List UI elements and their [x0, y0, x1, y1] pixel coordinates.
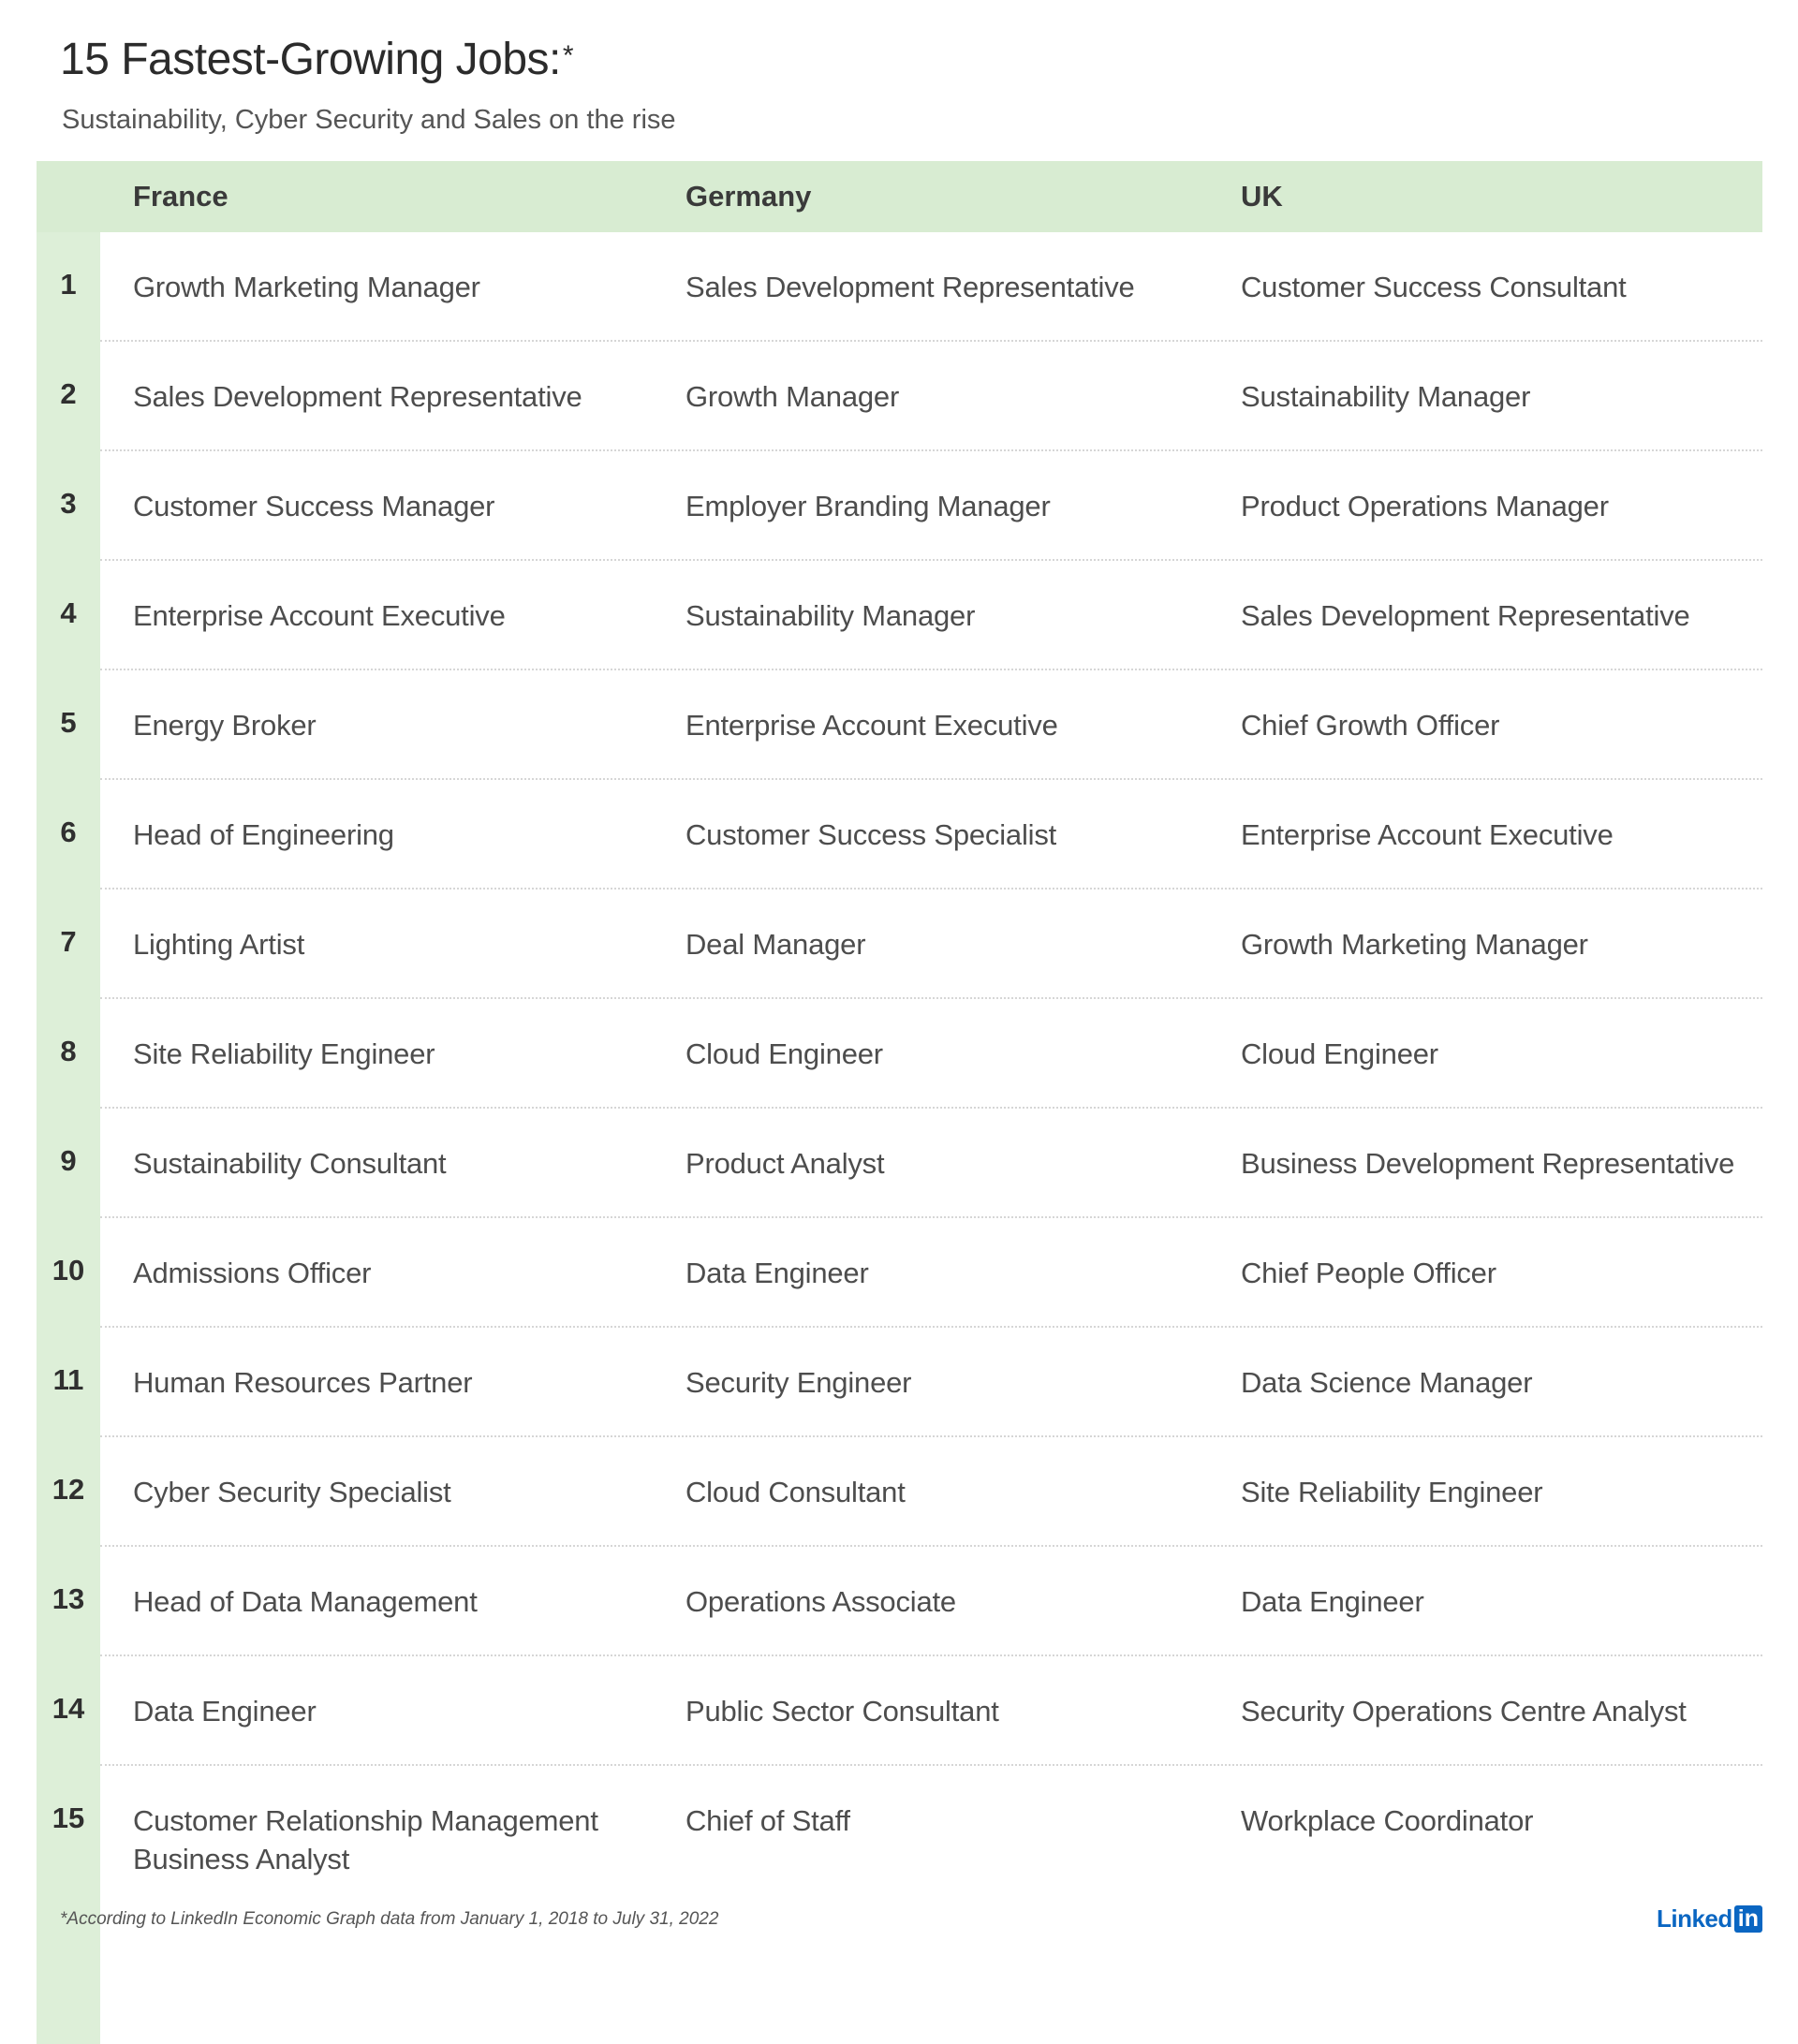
germany-job-cell: Enterprise Account Executive — [685, 709, 1058, 742]
france-job-cell: Energy Broker — [133, 709, 317, 742]
table-row — [37, 890, 1762, 999]
uk-job-cell: Product Operations Manager — [1241, 490, 1609, 522]
rank-number: 13 — [52, 1582, 85, 1615]
uk-job-cell: Workplace Coordinator — [1241, 1804, 1534, 1837]
france-job-cell: Customer Success Manager — [133, 490, 495, 522]
table-row — [37, 1766, 1762, 1875]
rank-number: 8 — [60, 1035, 77, 1067]
linkedin-logo — [1657, 1904, 1762, 1933]
germany-job-cell: Employer Branding Manager — [685, 490, 1051, 522]
uk-job-cell: Data Science Manager — [1241, 1366, 1533, 1399]
uk-job-cell: Site Reliability Engineer — [1241, 1476, 1543, 1508]
uk-job-cell: Growth Marketing Manager — [1241, 928, 1588, 961]
uk-job-cell: Chief People Officer — [1241, 1257, 1496, 1289]
germany-job-cell: Public Sector Consultant — [685, 1695, 999, 1728]
uk-job-cell: Cloud Engineer — [1241, 1037, 1438, 1070]
germany-job-cell: Cloud Engineer — [685, 1037, 883, 1070]
uk-job-cell: Security Operations Centre Analyst — [1241, 1695, 1687, 1728]
table-row — [37, 670, 1762, 780]
france-job-cell: Sustainability Consultant — [133, 1147, 447, 1180]
germany-job-cell: Growth Manager — [685, 380, 900, 413]
france-job-cell: Head of Engineering — [133, 818, 394, 851]
france-job-cell: Human Resources Partner — [133, 1366, 473, 1399]
rank-number: 2 — [60, 377, 77, 410]
rank-number: 1 — [60, 268, 77, 301]
table-row — [37, 1547, 1762, 1656]
germany-job-cell: Sales Development Representative — [685, 271, 1135, 303]
rank-number: 11 — [52, 1363, 84, 1396]
france-job-cell: Sales Development Representative — [133, 380, 582, 413]
germany-job-cell: Security Engineer — [685, 1366, 912, 1399]
table-row — [37, 1656, 1762, 1766]
uk-job-cell: Customer Success Consultant — [1241, 271, 1627, 303]
rank-number: 3 — [60, 487, 77, 520]
table-row — [37, 1109, 1762, 1218]
table-row — [37, 1328, 1762, 1437]
logo-wordmark: Linked — [1656, 1904, 1732, 1933]
france-job-cell: Enterprise Account Executive — [133, 599, 506, 632]
france-job-cell: Customer Relationship Management Business Analyst — [133, 1804, 598, 1875]
germany-job-cell: Deal Manager — [685, 928, 866, 961]
table-row — [37, 451, 1762, 561]
table-row — [37, 780, 1762, 890]
title-text: 15 Fastest-Growing Jobs: — [60, 35, 561, 84]
france-job-cell: Cyber Security Specialist — [133, 1476, 451, 1508]
france-job-cell: Lighting Artist — [133, 928, 305, 961]
page-title — [60, 34, 676, 86]
germany-job-cell: Sustainability Manager — [685, 599, 976, 632]
france-job-cell: Site Reliability Engineer — [133, 1037, 435, 1070]
rank-number: 14 — [52, 1692, 85, 1725]
table-row — [37, 1218, 1762, 1328]
rank-number: 10 — [52, 1254, 85, 1287]
table-row — [37, 1437, 1762, 1547]
germany-job-cell: Operations Associate — [685, 1585, 956, 1618]
rank-number: 12 — [52, 1473, 85, 1506]
logo-in-box: in — [1734, 1905, 1762, 1933]
page-subtitle: Sustainability, Cyber Security and Sales on the rise — [62, 105, 676, 135]
table-row — [37, 561, 1762, 670]
germany-job-cell: Customer Success Specialist — [685, 818, 1057, 851]
rank-number: 6 — [60, 816, 77, 848]
uk-job-cell: Sustainability Manager — [1241, 380, 1531, 413]
uk-job-cell: Enterprise Account Executive — [1241, 818, 1614, 851]
table-header-row — [37, 161, 1762, 232]
germany-job-cell: Chief of Staff — [685, 1804, 850, 1837]
title-asterisk: * — [562, 40, 574, 71]
column-header-uk: UK — [1241, 180, 1283, 213]
germany-job-cell: Data Engineer — [685, 1257, 869, 1289]
uk-job-cell: Data Engineer — [1241, 1585, 1424, 1618]
table-row — [37, 999, 1762, 1109]
germany-job-cell: Product Analyst — [685, 1147, 885, 1180]
column-header-germany: Germany — [685, 180, 812, 213]
rank-number: 7 — [60, 925, 77, 958]
uk-job-cell: Sales Development Representative — [1241, 599, 1690, 632]
france-job-cell: Data Engineer — [133, 1695, 317, 1728]
footnote: *According to LinkedIn Economic Graph data from January 1, 2018 to July 31, 2022 — [60, 1909, 719, 1929]
rank-number: 9 — [60, 1144, 77, 1177]
title-block — [60, 34, 676, 137]
france-job-cell: Admissions Officer — [133, 1257, 372, 1289]
rank-number: 4 — [60, 596, 77, 629]
rank-number: 5 — [60, 706, 77, 739]
uk-job-cell: Business Development Representative — [1241, 1147, 1735, 1180]
france-job-cell: Growth Marketing Manager — [133, 271, 480, 303]
rank-number: 15 — [52, 1801, 85, 1834]
germany-job-cell: Cloud Consultant — [685, 1476, 906, 1508]
column-header-france: France — [133, 180, 228, 213]
table-row — [37, 342, 1762, 451]
france-job-cell: Head of Data Management — [133, 1585, 478, 1618]
uk-job-cell: Chief Growth Officer — [1241, 709, 1500, 742]
table-row — [37, 232, 1762, 342]
